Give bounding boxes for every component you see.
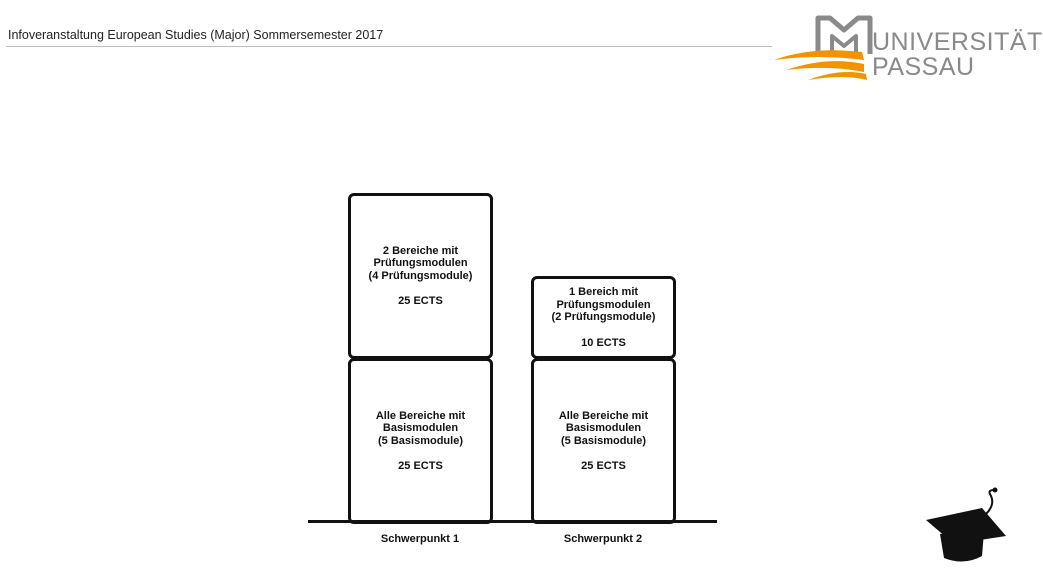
diagram-baseline [308,520,717,523]
header-title: Infoveranstaltung European Studies (Major) Sommersemester 2017 [8,28,384,42]
column-2-label: Schwerpunkt 2 [563,533,643,545]
box-line: Alle Bereiche mit [558,409,649,422]
logo-text-line1: UNIVERSITÄT [872,28,1043,56]
university-logo [772,10,1043,86]
box-ects: 25 ECTS [398,460,443,472]
box-line: (5 Basismodule) [378,434,463,447]
box-line: (4 Prüfungsmodule) [368,269,473,282]
column-2-top-box [531,276,676,359]
box-line: (5 Basismodule) [561,434,646,447]
box-line: Prüfungsmodulen [373,257,468,269]
box-line: 1 Bereich mit [568,286,639,298]
column-1-label: Schwerpunkt 1 [380,533,460,545]
box-line: Alle Bereiche mit [375,409,466,422]
university-gate-icon [772,10,872,86]
box-line: 2 Bereiche mit [382,244,459,257]
box-line: Prüfungsmodulen [556,298,651,311]
box-line: Basismodulen [565,422,642,434]
box-line: (2 Prüfungsmodule) [551,311,656,323]
box-line: Basismodulen [382,422,459,434]
column-1-bottom-box [348,358,493,524]
column-2-bottom-box [531,358,676,524]
header-divider [6,46,772,47]
box-ects: 10 ECTS [581,336,626,349]
graduation-cap-icon [924,486,1010,566]
logo-text-line2: PASSAU [872,53,975,81]
box-ects: 25 ECTS [581,460,626,472]
box-ects: 25 ECTS [398,295,443,307]
column-1-top-box [348,193,493,359]
